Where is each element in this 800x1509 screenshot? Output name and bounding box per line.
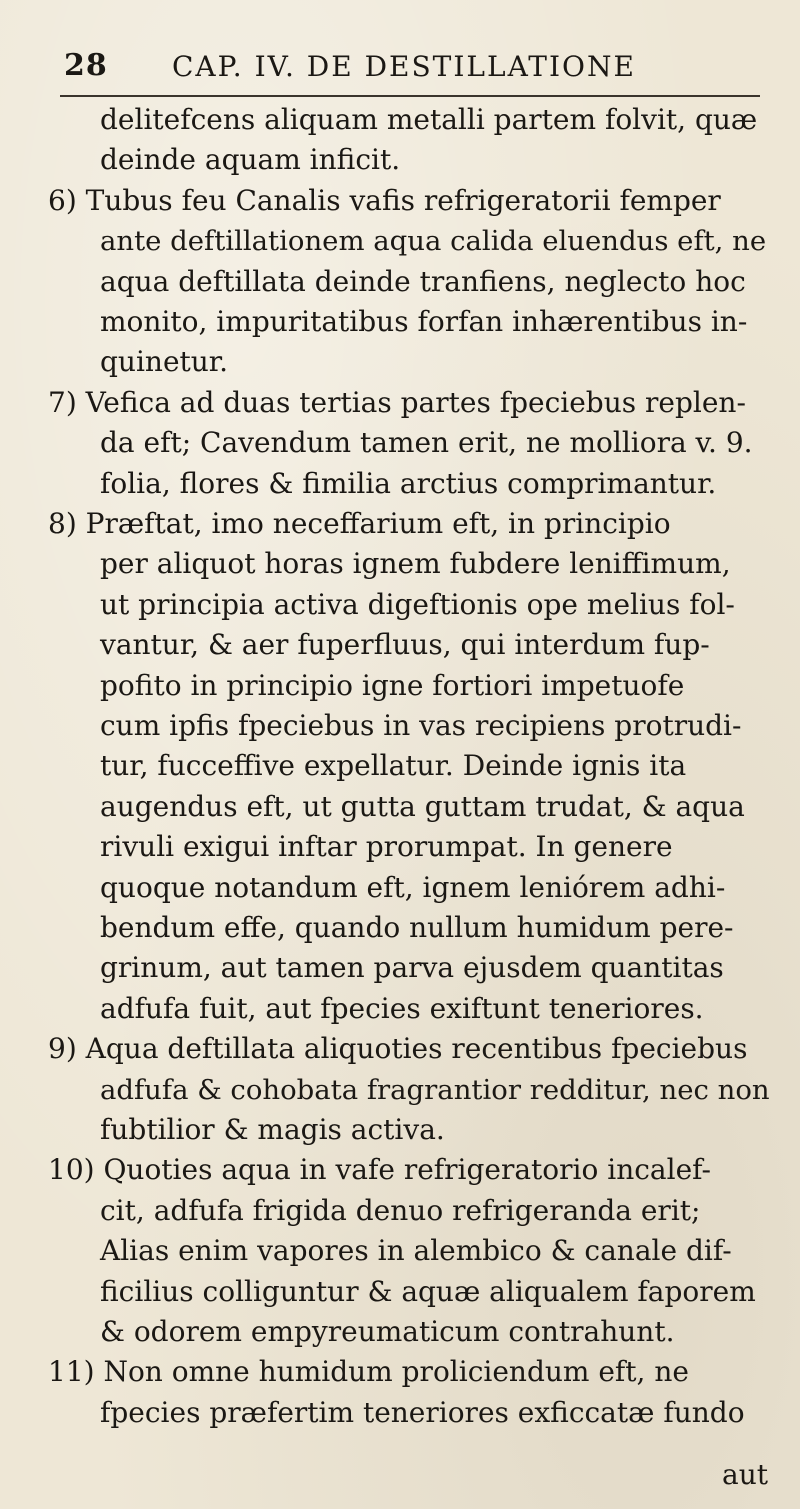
text-line: ante deftillationem aqua calida eluendus eft, ne — [100, 225, 767, 258]
page-header — [60, 40, 760, 90]
text-line: 11) Non omne humidum proliciendum eft, ne — [48, 1355, 689, 1389]
text-line: folia, flores & fimilia arctius comprimantur. — [100, 466, 717, 500]
text-line: aqua deftillata deinde tranfiens, neglecto hoc — [100, 264, 746, 298]
text-line: rivuli exigui inftar prorumpat. In genere — [100, 830, 673, 864]
text-line: adfufa & cohobata fragrantior redditur, nec non — [100, 1073, 770, 1106]
header-rule — [60, 95, 760, 97]
text-line: 6) Tubus feu Canalis vafis refrigeratorii femper — [48, 183, 721, 217]
text-line: 7) Vefica ad duas tertias partes fpeciebus replen- — [48, 385, 746, 419]
text-line: bendum effe, quando nullum humidum pere- — [100, 911, 734, 944]
text-line: fubtilior & magis activa. — [100, 1113, 445, 1146]
text-line: tur, fucceffive expellatur. Deinde ignis ita — [100, 749, 687, 783]
text-line: ut principia activa digeftionis ope melius fol- — [100, 587, 735, 621]
text-line: delitefcens aliquam metalli partem folvit, quæ — [100, 103, 758, 136]
text-line: cit, adfufa frigida denuo refrigeranda erit; — [100, 1193, 701, 1227]
text-line: 9) Aqua deftillata aliquoties recentibus fpeciebus — [48, 1032, 748, 1066]
text-line: grinum, aut tamen parva ejusdem quantitas — [100, 951, 724, 985]
text-line: vantur, & aer fuperfluus, qui interdum fup- — [100, 628, 710, 662]
text-line: Alias enim vapores in alembico & canale dif- — [100, 1234, 732, 1268]
text-line: cum ipfis fpeciebus in vas recipiens protrudi- — [100, 709, 742, 742]
text-line: pofito in principio igne fortiori impetuofe — [100, 668, 685, 702]
text-line: & odorem empyreumaticum contrahunt. — [100, 1315, 675, 1348]
text-line: quoque notandum eft, ignem leniórem adhi- — [100, 870, 726, 904]
text-line: per aliquot horas ignem fubdere leniffimum, — [100, 547, 731, 581]
text-line: monito, impuritatibus forfan inhærentibus in- — [100, 305, 748, 338]
page-number: 28 — [64, 48, 108, 83]
text-line: deinde aquam inficit. — [100, 143, 401, 177]
text-line: augendus eft, ut gutta guttam trudat, & aqua — [100, 789, 745, 823]
text-line: da eft; Cavendum tamen erit, ne molliora v. 9. — [100, 426, 753, 460]
catchword: aut — [722, 1458, 768, 1491]
running-head: CAP. IV. DE DESTILLATIONE — [172, 50, 636, 83]
text-line: quinetur. — [100, 345, 229, 379]
text-line: 8) Præftat, imo neceffarium eft, in principio — [48, 507, 671, 540]
text-line: ficilius colliguntur & aquæ aliqualem faporem — [100, 1274, 756, 1308]
text-line: fpecies præfertim teneriores exficcatæ fundo — [100, 1395, 745, 1429]
text-line: 10) Quoties aqua in vafe refrigeratorio incalef- — [48, 1153, 711, 1187]
text-line: adfufa fuit, aut fpecies exiftunt teneriores. — [100, 991, 704, 1025]
